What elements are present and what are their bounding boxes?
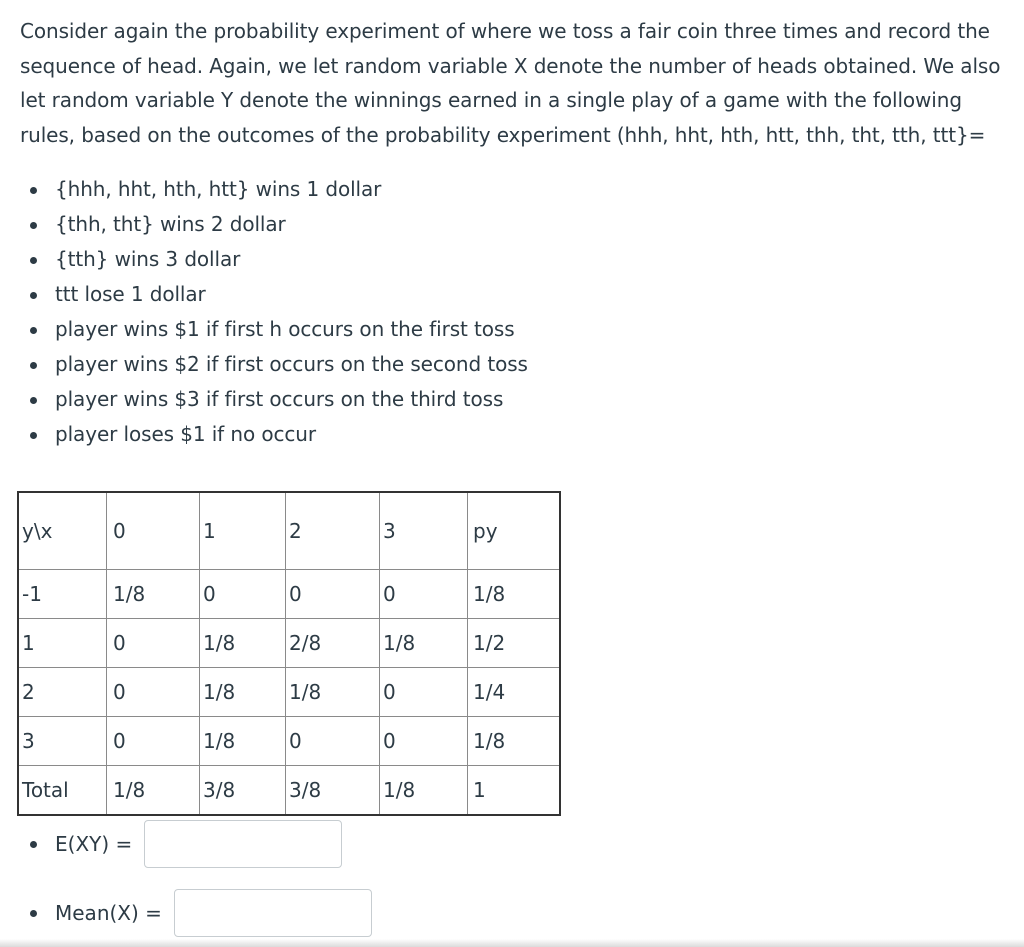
table-cell: 1/8 xyxy=(200,619,286,668)
table-cell: 1/8 xyxy=(107,766,200,815)
table-cell: 1/8 xyxy=(107,570,200,619)
rule-item: ttt lose 1 dollar xyxy=(20,277,1010,312)
table-cell: 0 xyxy=(286,570,380,619)
table-cell: 3 xyxy=(19,717,107,766)
table-cell: 0 xyxy=(380,570,468,619)
rules-list xyxy=(20,172,1010,452)
table-header-row xyxy=(19,493,560,570)
table-header-cell: y\x xyxy=(19,493,107,570)
table-cell: 1/8 xyxy=(380,766,468,815)
bullet-icon xyxy=(30,841,37,848)
bottom-fade xyxy=(0,939,1024,947)
table-header-cell: 2 xyxy=(286,493,380,570)
table-cell: -1 xyxy=(19,570,107,619)
mean-x-label: Mean(X) = xyxy=(55,901,162,925)
table-cell: 1/4 xyxy=(468,668,560,717)
table-header-cell: 3 xyxy=(380,493,468,570)
table-cell: 0 xyxy=(380,668,468,717)
table-cell: 0 xyxy=(380,717,468,766)
table-cell: Total xyxy=(19,766,107,815)
table-row xyxy=(19,668,560,717)
table-header-cell: 1 xyxy=(200,493,286,570)
rule-item: {thh, tht} wins 2 dollar xyxy=(20,207,1010,242)
rule-item: {hhh, hht, hth, htt} wins 1 dollar xyxy=(20,172,1010,207)
table-cell: 0 xyxy=(107,619,200,668)
table-cell: 1/8 xyxy=(468,570,560,619)
table-cell: 0 xyxy=(200,570,286,619)
exy-answer-row xyxy=(20,818,342,870)
mean-answer-row xyxy=(20,887,372,939)
bullet-icon xyxy=(30,910,37,917)
table-cell: 2/8 xyxy=(286,619,380,668)
table-cell: 1/8 xyxy=(200,668,286,717)
table-header-cell: 0 xyxy=(107,493,200,570)
rule-item: player wins $3 if first occurs on the third toss xyxy=(20,382,1010,417)
table-cell: 3/8 xyxy=(286,766,380,815)
table-cell: 1 xyxy=(468,766,560,815)
rule-item: {tth} wins 3 dollar xyxy=(20,242,1010,277)
exy-input[interactable] xyxy=(144,820,342,868)
table-cell: 1/8 xyxy=(468,717,560,766)
table-total-row xyxy=(19,766,560,815)
joint-distribution-table xyxy=(18,492,560,815)
rule-item: player loses $1 if no occur xyxy=(20,417,1010,452)
rule-item: player wins $2 if first occurs on the second toss xyxy=(20,347,1010,382)
table-row xyxy=(19,717,560,766)
table-row xyxy=(19,570,560,619)
question-content xyxy=(20,14,1010,452)
table-cell: 0 xyxy=(107,668,200,717)
table-cell: 1/8 xyxy=(200,717,286,766)
table-cell: 1 xyxy=(19,619,107,668)
table-header-cell: py xyxy=(468,493,560,570)
table-row xyxy=(19,619,560,668)
table-cell: 1/2 xyxy=(468,619,560,668)
table-cell: 2 xyxy=(19,668,107,717)
mean-x-input[interactable] xyxy=(174,889,372,937)
table-cell: 1/8 xyxy=(380,619,468,668)
table-cell: 0 xyxy=(107,717,200,766)
table-cell: 3/8 xyxy=(200,766,286,815)
rule-item: player wins $1 if first h occurs on the first toss xyxy=(20,312,1010,347)
table-cell: 0 xyxy=(286,717,380,766)
question-intro: Consider again the probability experiment of where we toss a fair coin three times and record the sequence of head. Again, we let random variable X denote the number of heads obtained. We also let random variable Y denote the winnings earned in a single play of a game with the following rules, based on the outcomes of the probability experiment (hhh, hht, hth, htt, thh, tht, tth, ttt}= xyxy=(20,19,1001,147)
table-cell: 1/8 xyxy=(286,668,380,717)
exy-label: E(XY) = xyxy=(55,832,133,856)
